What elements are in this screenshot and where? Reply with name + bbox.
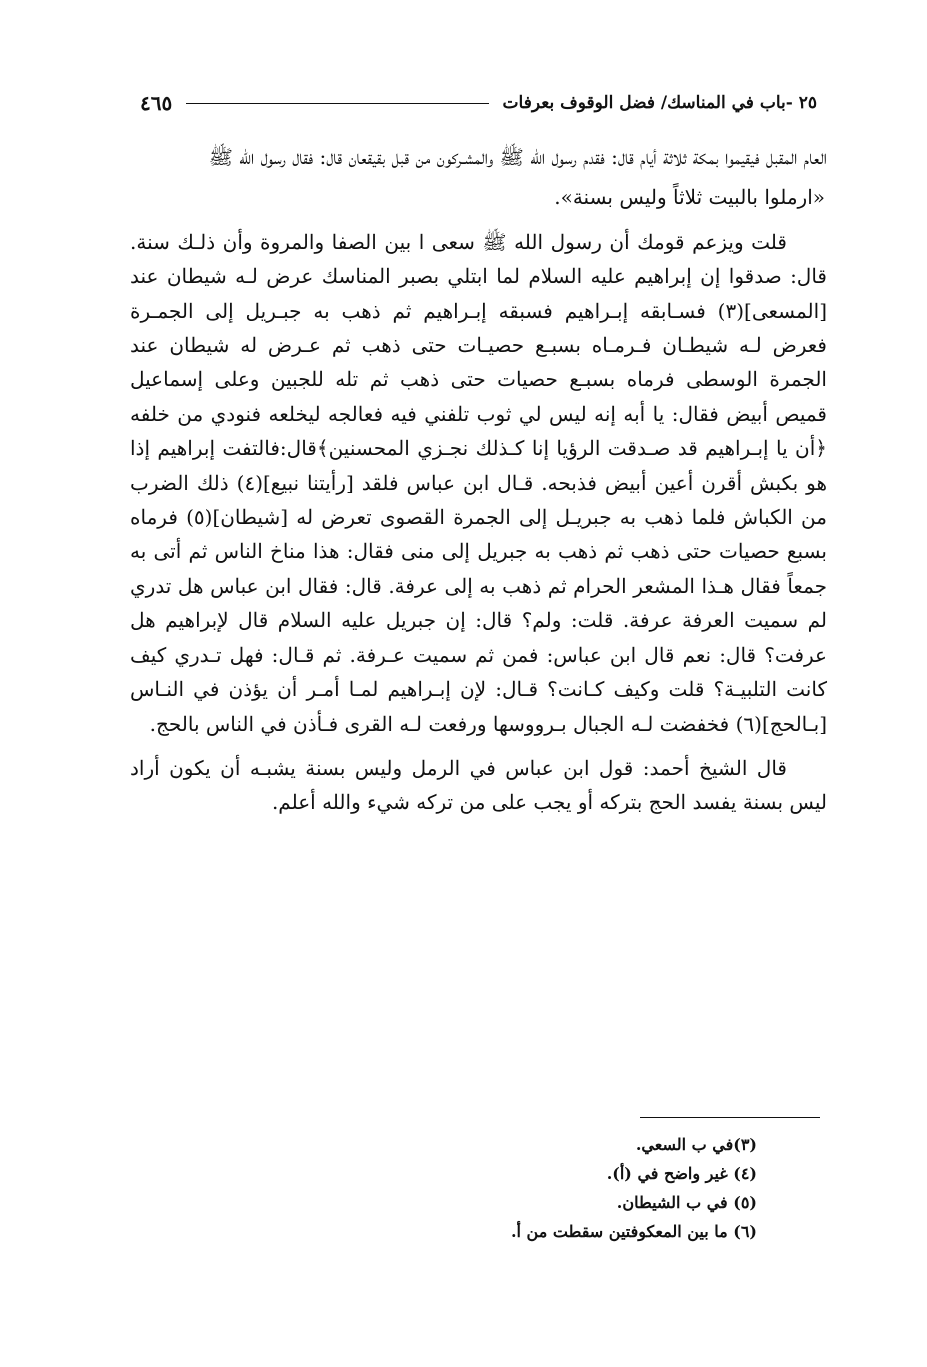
footnote: (٥) في ب الشيطان. [616, 1193, 757, 1212]
page-number: ٤٦٥ [140, 91, 173, 115]
footnote: (٣)في ب السعي. [635, 1135, 757, 1154]
paragraph-commentary: قال الشيخ أحمد: قول ابن عباس في الرمل وليس بسنة يشبـه أن يكون أراد ليس بسنة يفسد الحج بتركه أو يجب على من تركه شيء والله أعلم. [130, 755, 827, 815]
footnote: (٦) ما بين المعكوفتين سقطت من أ. [510, 1222, 757, 1241]
paragraph-narration: قلت ويزعم قومك أن رسول الله ﷺ سعى ا بين الصفا والمروة وأن ذلـك سنة. قال: صدقوا إن إبراهيم عليه السلام لما ابتلي بصبر المناسك عرض لـه شيطان عند [المسعى](٣) فسـابقه إبـراهيم فسبقه إبـراهيم ثم ذهب به جبـريل إلى الجمـرة فعرض لـه شيطـان فـرمـاه بسبـع حصيـات حتى ذهب ثم عـرض له شيطان عند الجمرة الوسطى فرماه بسبـع حصيات حتى ذهب ثم تله للجبين وعلى إسماعيل قميص أبيض فقال: يا أبه إنه ليس لي ثوب تلفني فيه فعالجه ليخلعه فنودي من خلفه ﴿أن يا إبـراهيم قد صـدقت الرؤيا إنا كـذلك نجـزي المحسنين﴾قال:فالتفت إبراهيم إذا هو بكبش أقرن أعين أبيض فذبحه. قـال ابن عباس فلقد [رأيتنا نبيع](٤) ذلك الضرب من الكباش فلما ذهب به جبريـل إلى الجمرة القصوى تعرض له [شيطان](٥) فرماه بسبع حصيات حتى ذهب ثم ذهب به جبريل إلى منى فقال: هذا مناخ الناس ثم أتى به جمعاً فقال هـذا المشعر الحرام ثم ذهب به إلى عرفة. قال: فقال ابن عباس هل تدري لم سميت العرفة عرفة. قلت: ولم؟ قال: إن جبريل عليه السلام قال لإبراهيم هل عرفت؟ قال: نعم قال ابن عباس: فمن ثم سميت عـرفة. ثم قـال: فهل تـدري كيف كانت التلبيـة؟ قلت وكيف كـانت؟ قـال: لإن إبـراهيم لمـا أمـر أن يؤذن في النـاس [بـالحج](٦) فخفضت لـه الجبال بـرووسها ورفعت لـه القرى فـأذن في الناس بالحج. [130, 229, 828, 736]
footnote: (٤) غير واضح في (أ). [606, 1164, 757, 1183]
footnotes [337, 1130, 757, 1246]
running-header [140, 88, 817, 118]
footnote-separator [640, 1117, 820, 1118]
header-rule [186, 103, 488, 104]
paragraph-continuation: العام المقبل فيقيموا بمكة ثلاثة أيام قال: فقدم رسول الله ﷺ والمشـركون من قبل بقيقعان قال: فقال رسول الله ﷺ [208, 145, 827, 169]
chapter-title: ٢٥ -باب في المناسك/ فضل الوقوف بعرفات [502, 93, 817, 113]
main-text [130, 140, 827, 820]
paragraph-quote: «ارملوا بالبيت ثلاثاً وليس بسنة». [554, 185, 825, 210]
